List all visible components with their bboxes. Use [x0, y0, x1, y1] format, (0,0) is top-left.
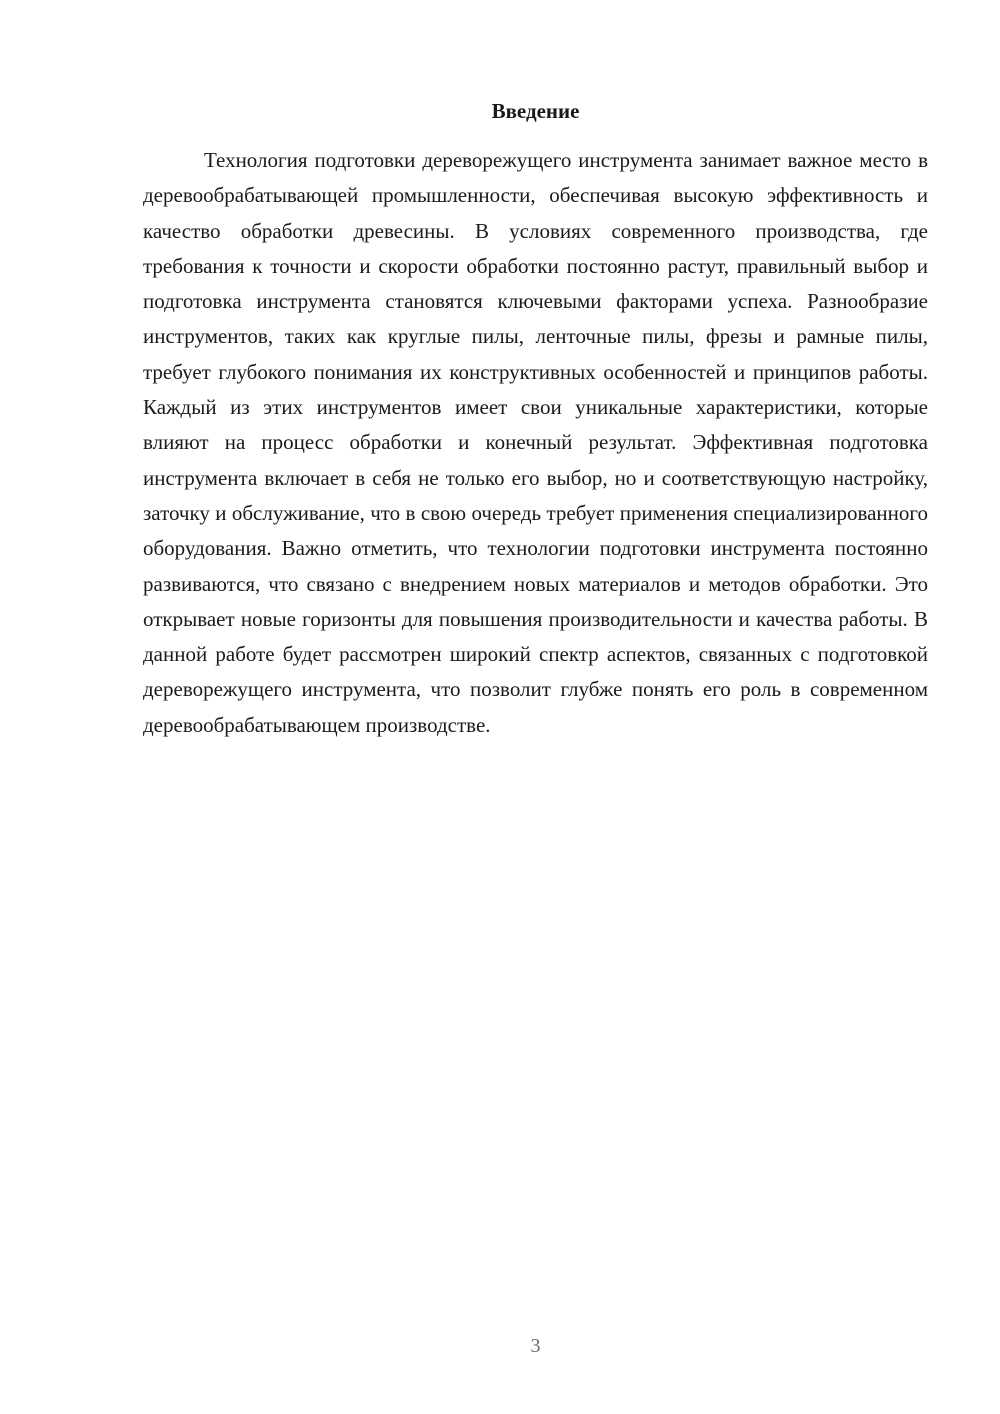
section-heading: Введение	[491, 99, 580, 123]
page-number: 3	[530, 1335, 541, 1357]
body-paragraph: Технология подготовки дереворежущего инструмента занимает важное место в деревообрабатывающей промышленности, обеспечивая высокую эффективность и качество обработки древесины. В условиях современного производства, где требования к точности и скорости обработки постоянно растут, правильный выбор и подготовка инструмента становятся ключевыми факторами успеха. Разнообразие инструментов, таких как круглые пилы, ленточные пилы, фрезы и рамные пилы, требует глубокого понимания их конструктивных особенностей и принципов работы. Каждый из этих инструментов имеет свои уникальные характеристики, которые влияют на процесс обработки и конечный результат. Эффективная подготовка инструмента включает в себя не только его выбор, но и соответствующую настройку, заточку и обслуживание, что в свою очередь требует применения специализированного оборудования. Важно отметить, что технологии подготовки инструмента постоянно развиваются, что связано с внедрением новых материалов и методов обработки. Это открывает новые горизонты для повышения производительности и качества работы. В данной работе будет рассмотрен широкий спектр аспектов, связанных с подготовкой дереворежущего инструмента, что позволит глубже понять его роль в современном деревообрабатывающем производстве.	[143, 148, 928, 737]
